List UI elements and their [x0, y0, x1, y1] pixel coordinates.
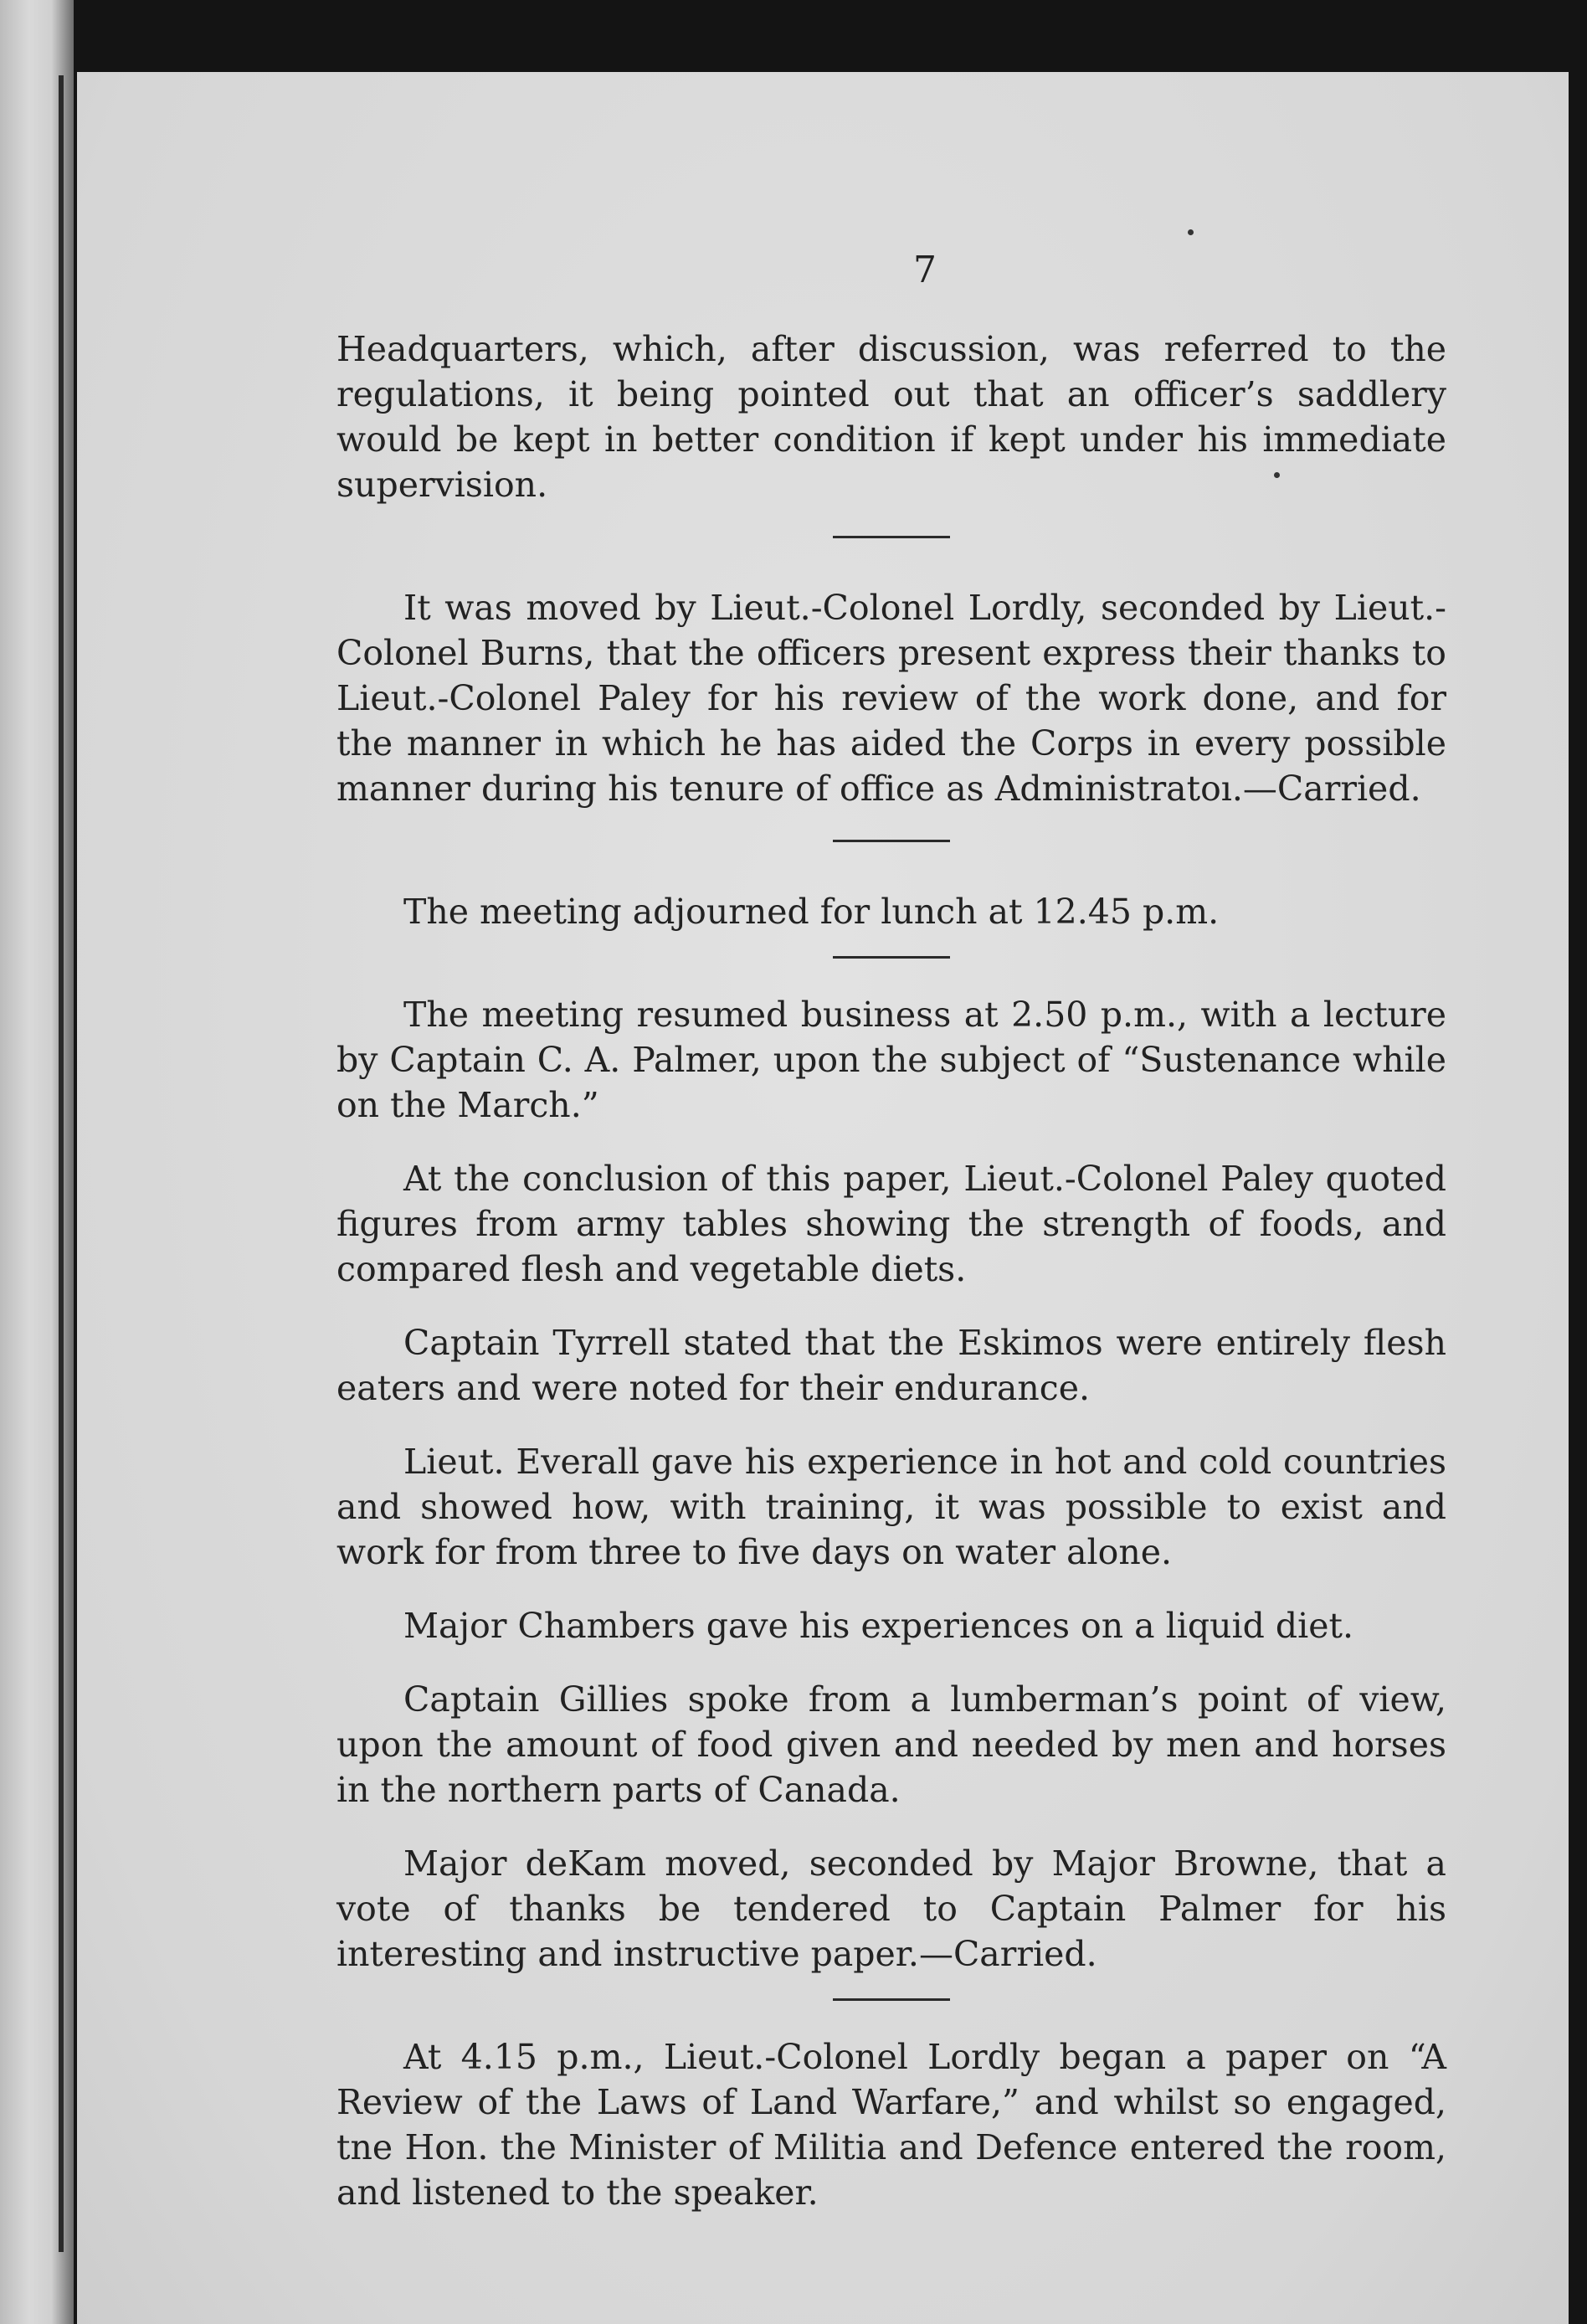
paragraph-paley-figures: At the conclusion of this paper, Lieut.-Colonel Paley quoted figures from army tables showing the strength of foods, and compared flesh and vegetable diets.: [336, 1159, 1446, 1289]
page-content: [336, 248, 1446, 2215]
book-page: [77, 72, 1569, 2324]
section-divider: [833, 956, 950, 959]
paragraph-dekam-motion: Major deKam moved, seconded by Major Browne, that a vote of thanks be tendered to Captain Palmer for his interesting and instructive paper.—Carried.: [336, 1843, 1446, 1974]
page-number: 7: [913, 249, 937, 291]
paragraph-gillies: Captain Gillies spoke from a lumberman’s point of view, upon the amount of food given and needed by men and horses in the northern parts of Canada.: [336, 1679, 1446, 1810]
paragraph-adjourned: The meeting adjourned for lunch at 12.45 p.m.: [403, 892, 1220, 932]
facing-page-edge: [0, 0, 74, 2324]
paragraph-saddlery: Headquarters, which, after discussion, was referred to the regulations, it being pointed out that an officer’s saddlery would be kept in better condition if kept under his immediate supervision.: [336, 329, 1446, 505]
paragraph-everall: Lieut. Everall gave his experience in hot and cold countries and showed how, with training, it was possible to exist and work for from three to five days on water alone.: [336, 1442, 1446, 1572]
paragraph-motion-thanks: It was moved by Lieut.-Colonel Lordly, seconded by Lieut.-Colonel Burns, that the officers present express their thanks to Lieut.-Colonel Paley for his review of the work done, and for the manner in which he has aided the Corps in every possible manner during his tenure of office as Administratoı.—Carried.: [336, 588, 1446, 809]
section-divider: [833, 840, 950, 842]
paragraph-chambers: Major Chambers gave his experiences on a liquid diet.: [403, 1606, 1354, 1646]
speck-mark: [1188, 229, 1194, 235]
section-divider: [833, 536, 950, 538]
section-divider: [833, 1998, 950, 2001]
paragraph-lordly-paper: At 4.15 p.m., Lieut.-Colonel Lordly began a paper on “A Review of the Laws of Land Warfare,” and whilst so engaged, tne Hon. the Minister of Militia and Defence entered the room, and listened to the speaker.: [336, 2037, 1446, 2213]
paragraph-resumed: The meeting resumed business at 2.50 p.m., with a lecture by Captain C. A. Palmer, upon the subject of “Sustenance while on the March.”: [336, 995, 1446, 1125]
paragraph-tyrrell: Captain Tyrrell stated that the Eskimos were entirely flesh eaters and were noted for their endurance.: [336, 1323, 1446, 1408]
